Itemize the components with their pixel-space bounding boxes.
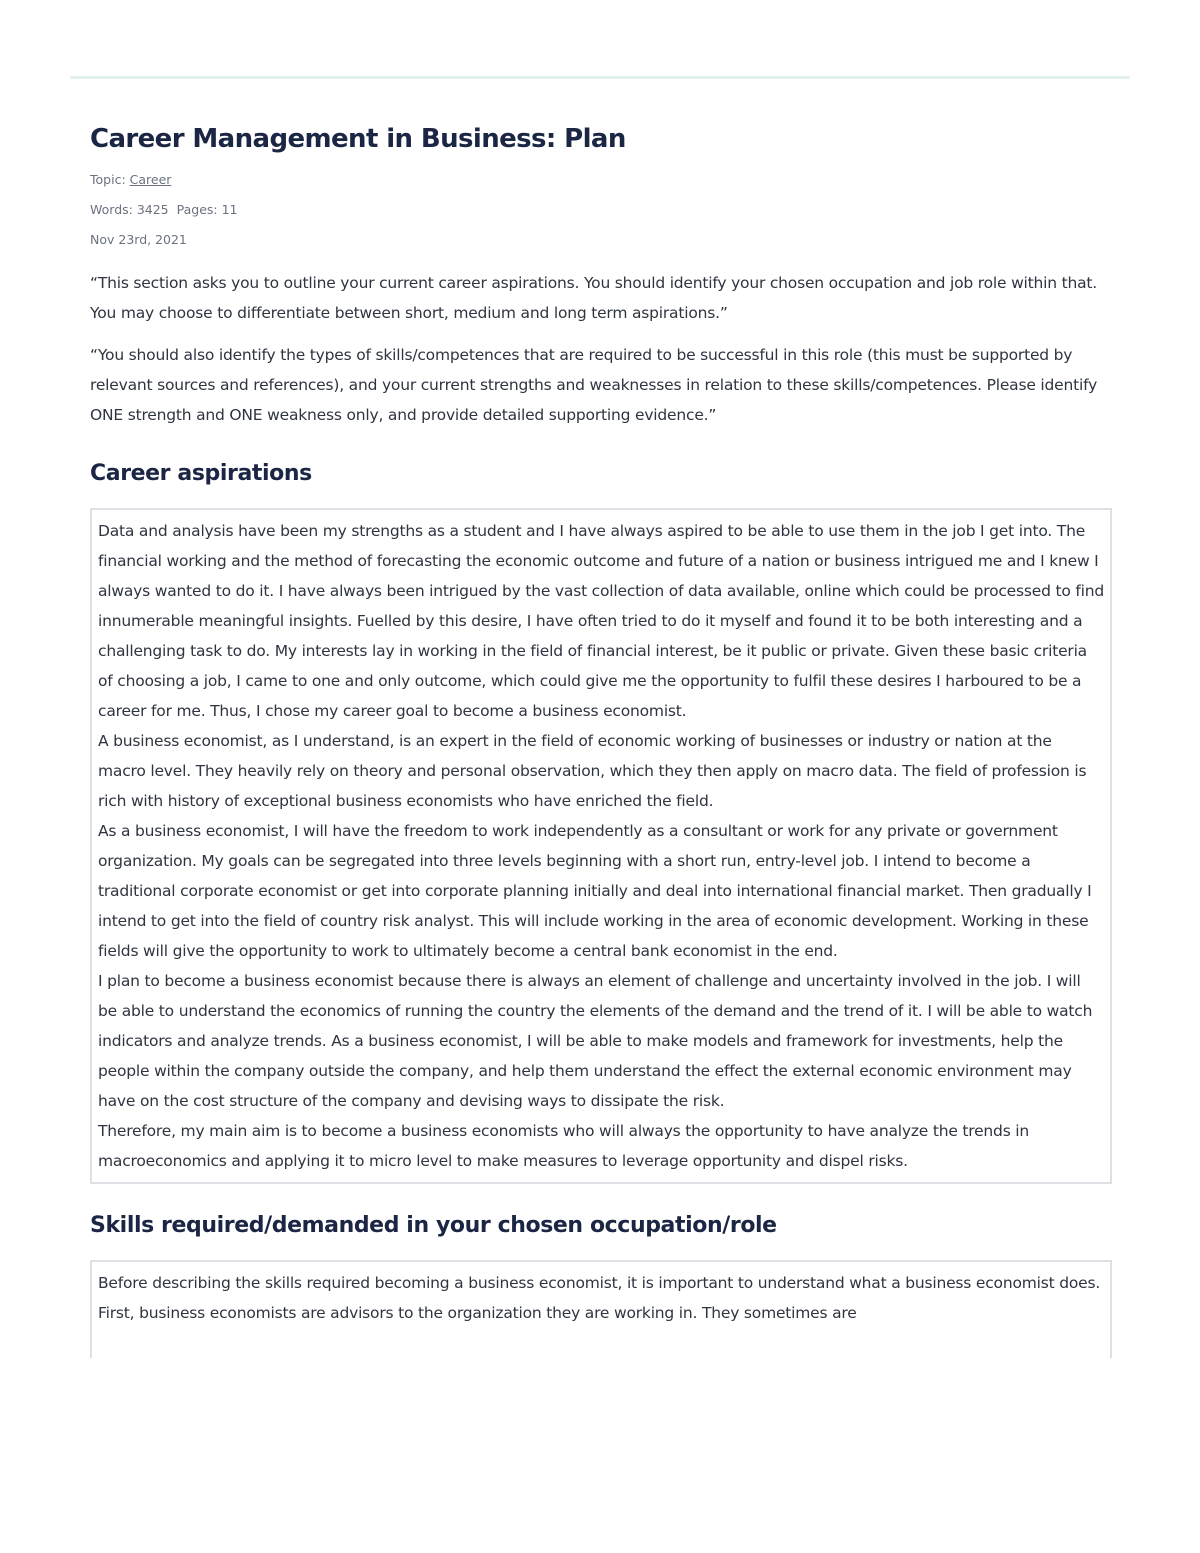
essay-paragraph: Therefore, my main aim is to become a business economists who will always the opportunity to have analyze the trends in macroeconomics and applying it to micro level to make measures to leverage opportunity and dispel risks. bbox=[98, 1122, 1030, 1170]
article bbox=[90, 118, 1112, 1358]
essay-paragraph: Data and analysis have been my strengths as a student and I have always aspired to be able to use them in the job I get into. The financial working and the method of forecasting the economic outcome and future of a nation or business intrigued me and I knew I always wanted to do it. I have always been intrigued by the vast collection of data available, online which could be processed to find innumerable meaningful insights. Fuelled by this desire, I have often tried to do it myself and found it to be both interesting and a challenging task to do. My interests lay in working in the field of financial interest, be it public or private. Given these basic criteria of choosing a job, I came to one and only outcome, which could give me the opportunity to fulfil these desires I harboured to be a career for me. Thus, I chose my career goal to become a business economist. bbox=[98, 522, 1104, 720]
top-divider bbox=[70, 76, 1130, 79]
essay-box-career-aspirations bbox=[90, 508, 1112, 1184]
essay-paragraph: A business economist, as I understand, is an expert in the field of economic working of businesses or industry or nation at the macro level. They heavily rely on theory and personal observation, which they then apply on macro data. The field of profession is rich with history of exceptional business economists who have enriched the field. bbox=[98, 732, 1087, 810]
essay-paragraph: As a business economist, I will have the freedom to work independently as a consultant or work for any private or government organization. My goals can be segregated into three levels beginning with a short run, entry-level job. I intend to become a traditional corporate economist or get into corporate planning initially and deal into international financial market. Then gradually I intend to get into the field of country risk analyst. This will include working in the area of economic development. Working in these fields will give the opportunity to work to ultimately become a central bank economist in the end. bbox=[98, 822, 1092, 960]
intro-quote: “You should also identify the types of skills/competences that are required to be successful in this role (this must be supported by relevant sources and references), and your current strengths and weaknesses in relation to these skills/competences. Please identify ONE strength and ONE weakness only, and provide detailed supporting evidence.” bbox=[90, 346, 1098, 424]
page-count: Pages: 11 bbox=[176, 202, 238, 217]
word-count: Words: 3425 bbox=[90, 202, 169, 217]
publish-date: Nov 23rd, 2021 bbox=[90, 232, 187, 247]
section-heading-skills-required: Skills required/demanded in your chosen occupation/role bbox=[90, 1213, 777, 1238]
section-heading-career-aspirations: Career aspirations bbox=[90, 461, 312, 486]
essay-paragraph: I plan to become a business economist because there is always an element of challenge and uncertainty involved in the job. I will be able to understand the economics of running the country the elements of the demand and the trend of it. I will be able to watch indicators and analyze trends. As a business economist, I will be able to make models and framework for investments, help the people within the company outside the company, and help them understand the effect the external economic environment may have on the cost structure of the company and devising ways to dissipate the risk. bbox=[98, 972, 1093, 1110]
essay-box-skills-required bbox=[90, 1260, 1112, 1358]
page-title: Career Management in Business: Plan bbox=[90, 124, 626, 154]
topic-label: Topic: bbox=[90, 172, 126, 187]
word-page-count bbox=[90, 202, 1112, 218]
topic-line bbox=[90, 172, 1112, 188]
intro-quote: “This section asks you to outline your current career aspirations. You should identify your chosen occupation and job role within that. You may choose to differentiate between short, medium and long term aspirations.” bbox=[90, 274, 1098, 322]
topic-link[interactable]: Career bbox=[129, 172, 172, 187]
essay-paragraph: Before describing the skills required becoming a business economist, it is important to understand what a business economist does. First, business economists are advisors to the organization they are working in. They sometimes are bbox=[98, 1274, 1101, 1322]
